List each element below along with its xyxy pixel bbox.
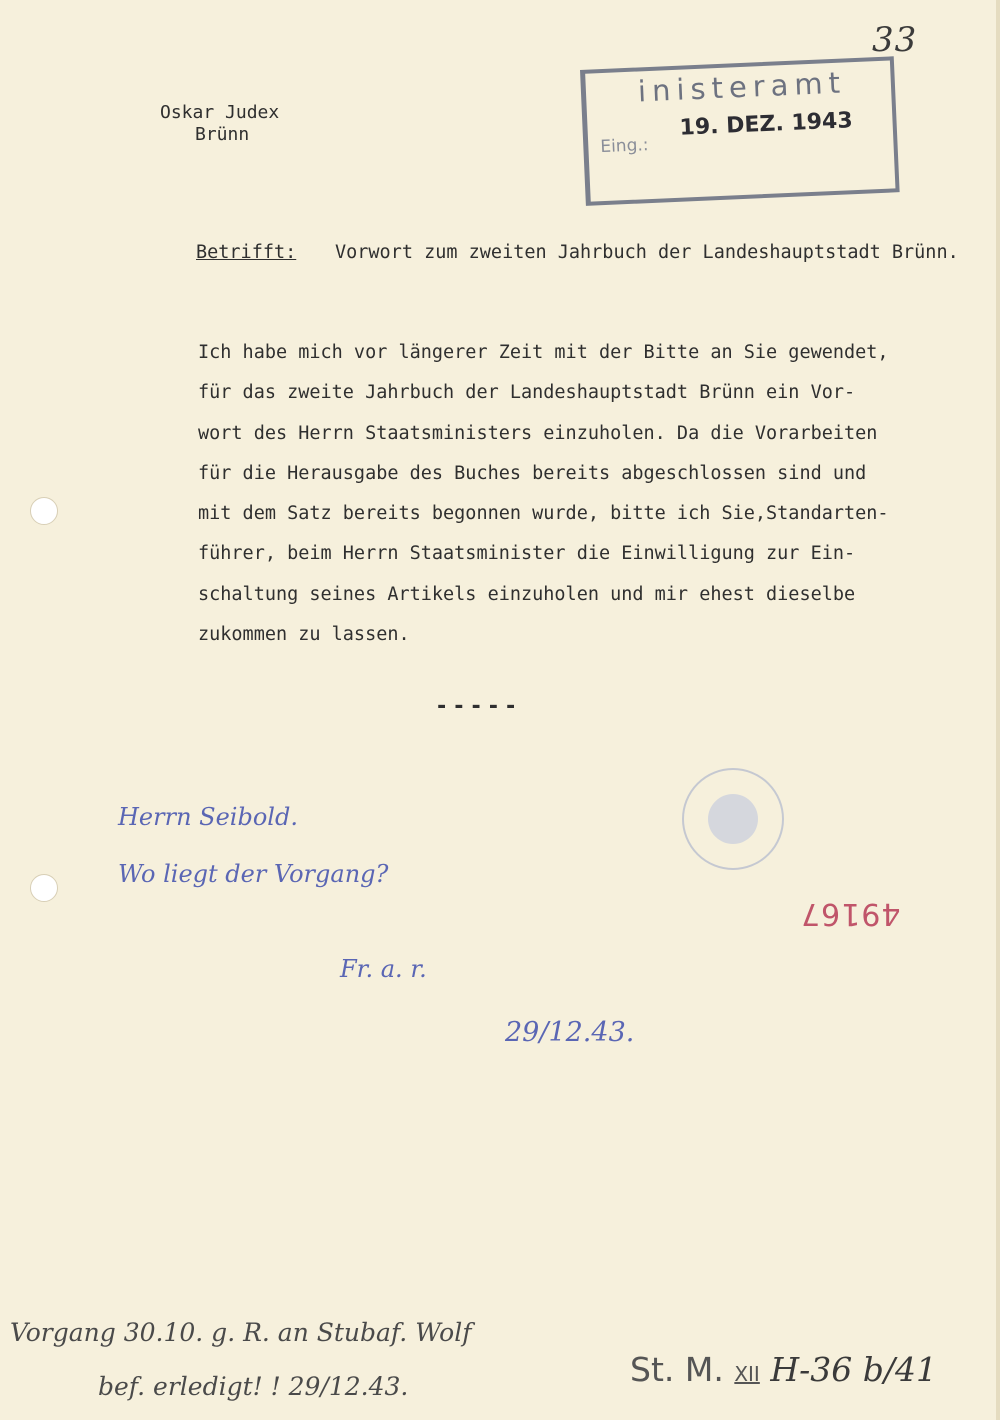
body-line: mit dem Satz bereits begonnen wurde, bitte ich Sie,Standarten-	[198, 503, 889, 525]
stamp-label: Eing.:	[599, 135, 649, 158]
sender-block	[160, 102, 279, 146]
registry-number: 49167	[800, 896, 901, 931]
body-line: für die Herausgabe des Buches bereits abgeschlossen sind und	[198, 462, 867, 484]
pencil-note: bef. erledigt! ! 29/12.43.	[98, 1372, 409, 1401]
sender-name: Oskar Judex	[160, 102, 280, 123]
stamp-office: inisteramt	[637, 65, 847, 109]
body-line: wort des Herrn Staatsministers einzuholen. Da die Vorarbeiten	[198, 422, 878, 444]
receipt-stamp	[580, 56, 900, 206]
page-edge	[996, 0, 1000, 1420]
body-line: für das zweite Jahrbuch der Landeshauptstadt Brünn ein Vor-	[198, 382, 856, 404]
reference-volume: XII	[734, 1362, 760, 1386]
separator: -----	[435, 694, 522, 719]
reference-handwritten: H-36 b/41	[770, 1350, 937, 1389]
subject-text: Vorwort zum zweiten Jahrbuch der Landeshauptstadt Brünn.	[335, 242, 959, 263]
punch-hole	[30, 874, 58, 902]
handwritten-note: Wo liegt der Vorgang?	[118, 860, 389, 888]
handwritten-initials: Fr. a. r.	[340, 955, 427, 983]
sender-city: Brünn	[195, 124, 250, 145]
body-line: Ich habe mich vor längerer Zeit mit der Bitte an Sie gewendet,	[198, 342, 889, 363]
handwritten-date: 29/12.43.	[505, 1017, 635, 1048]
letter-body	[198, 333, 978, 655]
handwritten-note: Herrn Seibold.	[118, 803, 298, 831]
subject-label: Betrifft:	[196, 242, 297, 263]
stamp-date: 19. DEZ. 1943	[679, 108, 854, 141]
pencil-note: Vorgang 30.10. g. R. an Stubaf. Wolf	[10, 1318, 472, 1347]
body-line: schaltung seines Artikels einzuholen und mir ehest dieselbe	[198, 583, 856, 605]
body-line: zukommen zu lassen.	[198, 624, 410, 646]
page-number: 33	[872, 20, 918, 60]
body-line: führer, beim Herrn Staatsminister die Einwilligung zur Ein-	[198, 543, 856, 565]
reference-number	[630, 1350, 937, 1389]
reference-prefix: St. M.	[630, 1350, 724, 1389]
round-stamp	[682, 768, 784, 870]
punch-hole	[30, 497, 58, 525]
